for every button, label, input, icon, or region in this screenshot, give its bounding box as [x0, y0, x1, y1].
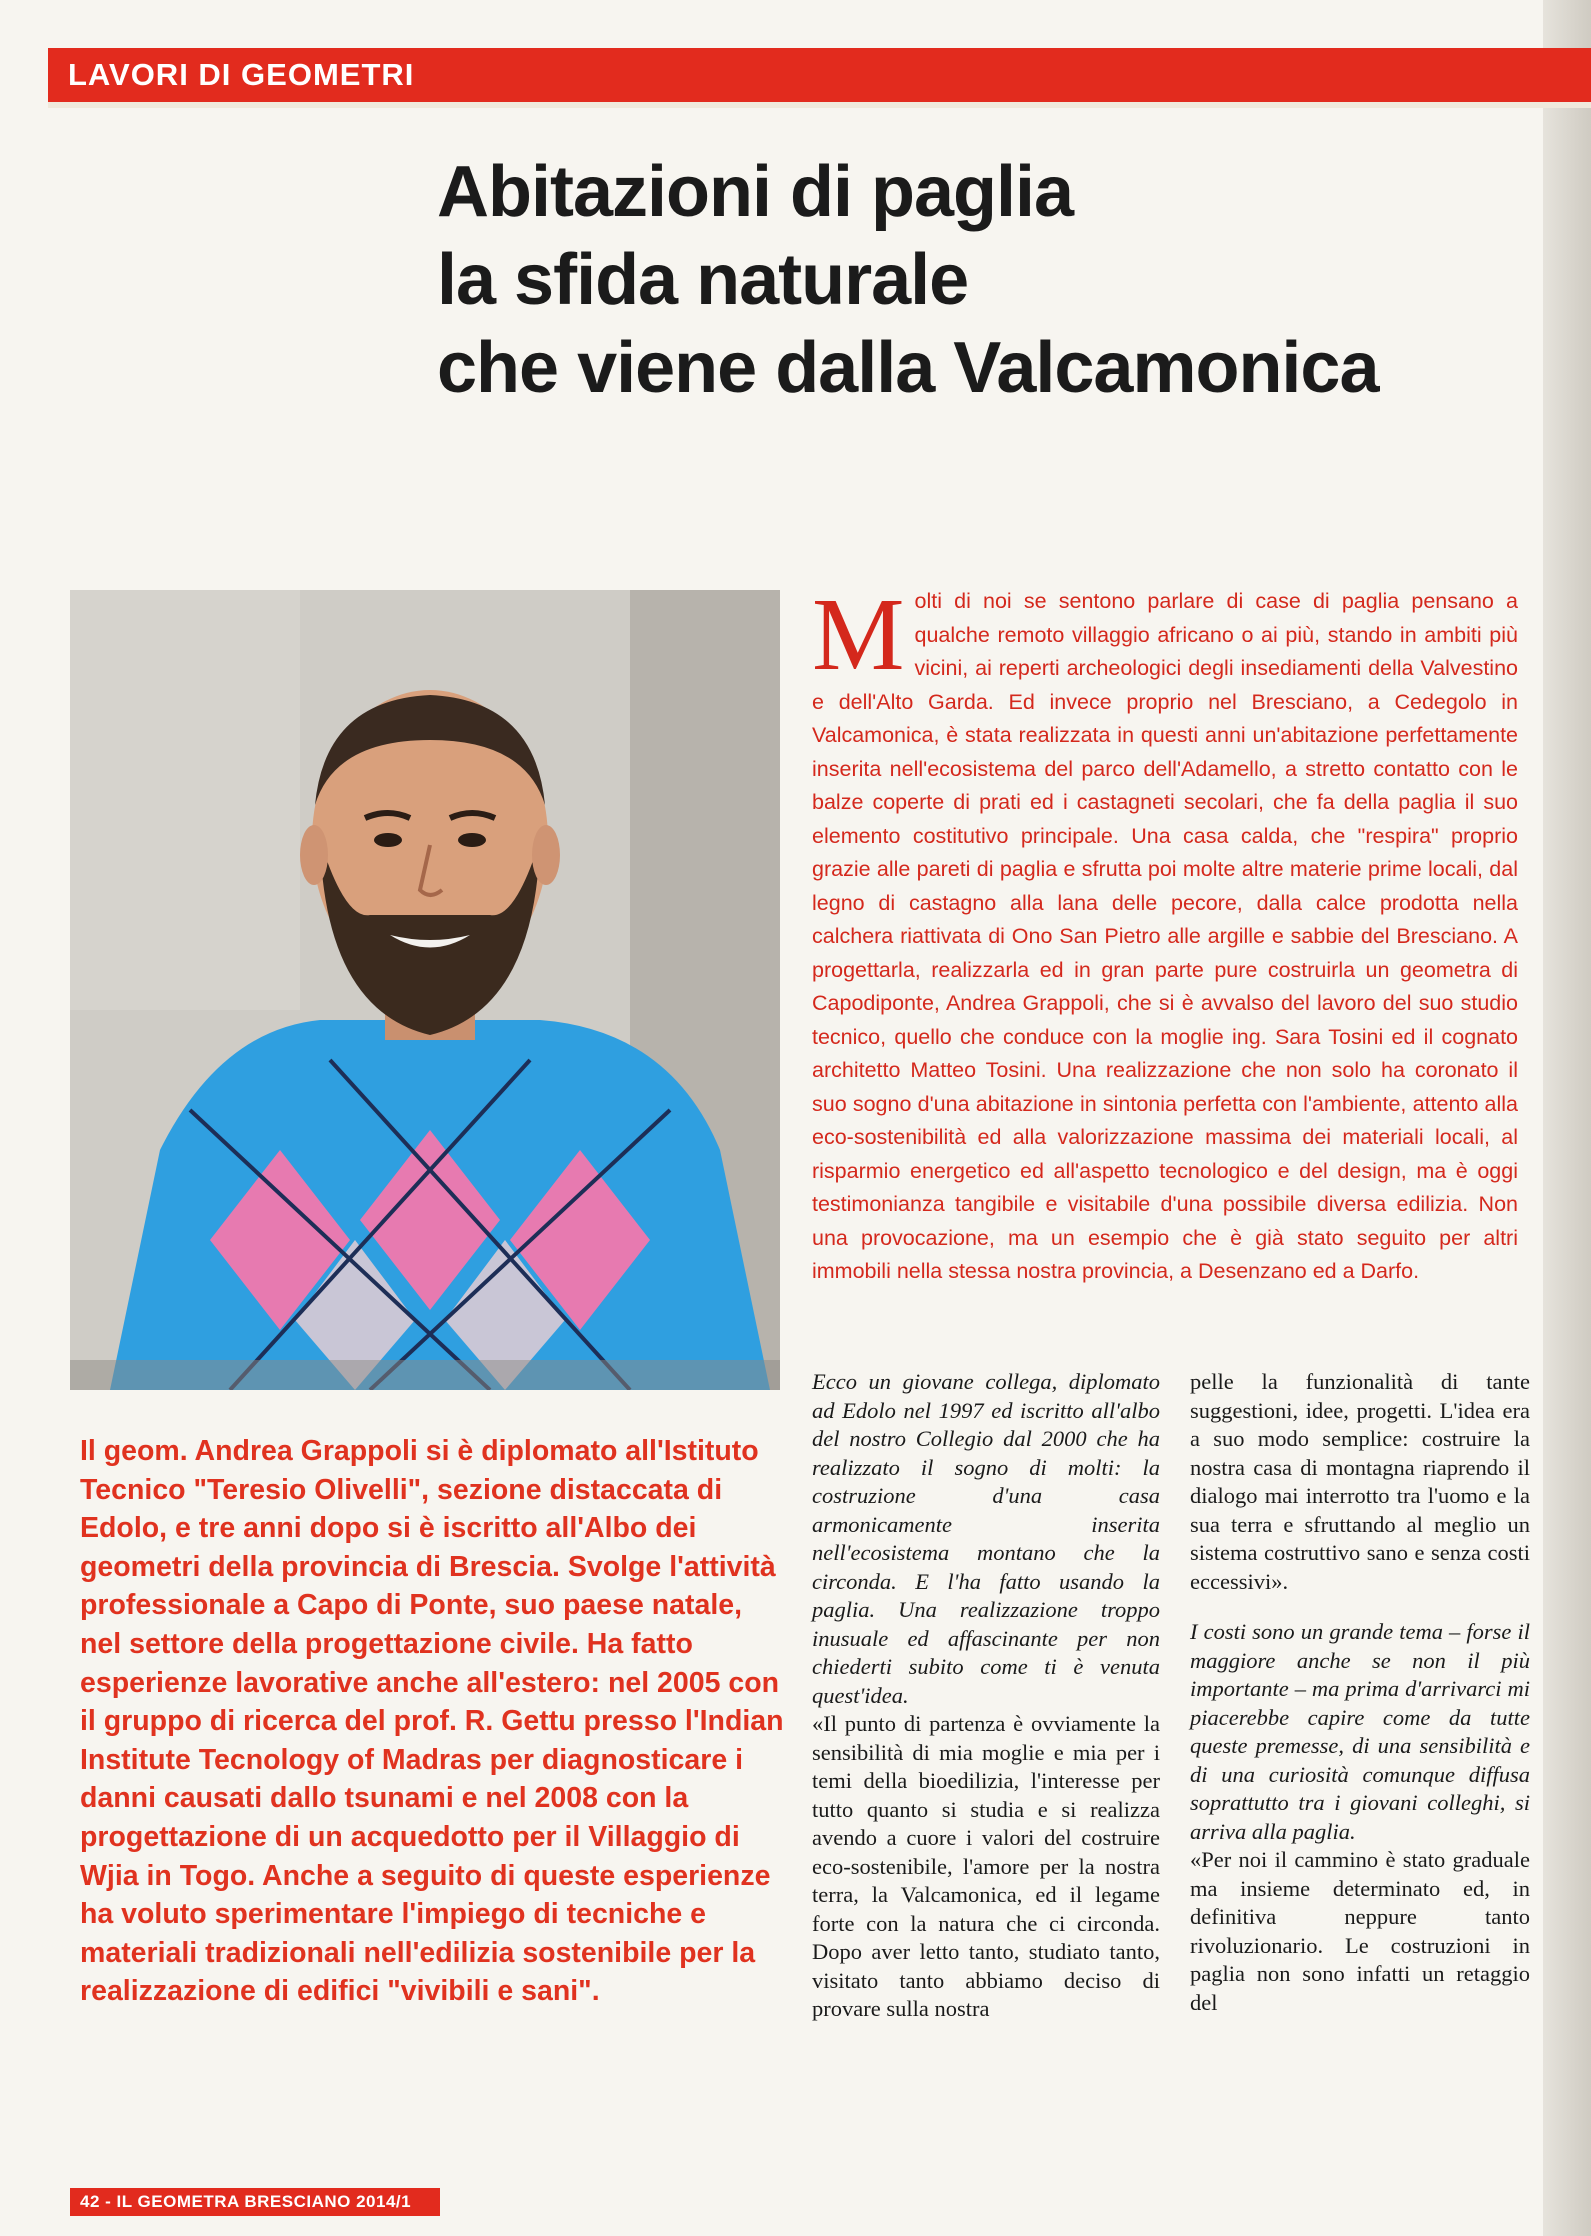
drop-cap: M: [812, 577, 905, 692]
author-bio: Il geom. Andrea Grappoli si è diplomato all'Istituto Tecnico "Teresio Olivelli", sezione distaccata di Edolo, e tre anni dopo si è iscritto all'Albo dei geometri della provincia di Brescia. Svolge l'attività professionale a Capo di Ponte, suo paese natale, nel settore della progettazione civile. Ha fatto esperienze lavorative anche all'estero: nel 2005 con il gruppo di ricerca del prof. R. Gettu presso l'Indian Institute Tecnology of Madras per diagnosticare i danni causati dallo tsunami e nel 2008 con la progettazione di un acquedotto per il Villaggio di Wjia in Togo. Anche a seguito di queste esperienze ha voluto sperimentare l'impiego di tecniche e materiali tradizionali nell'edilizia sostenibile per la realizzazione di edifici "vivibili e sani".: [80, 1435, 784, 2008]
portrait-illustration: [70, 590, 780, 1390]
headline-line-3: che viene dalla Valcamonica: [437, 328, 1379, 408]
intro-text: olti di noi se sentono parlare di case di paglia pensano a qualche remoto villaggio africano o ai più, stando in ambiti più vicini, ai reperti archeologici degli insediamenti della Valvestino e dell'Alto Garda. Ed invece proprio nel Bresciano, a Cedegolo in Valcamonica, è stata realizzata in questi anni un'abitazione perfettamente inserita nell'ecosistema del parco dell'Adamello, a stretto contatto con le balze coperte di prati ed i castagneti secolari, che fa della paglia il suo elemento costitutivo principale. Una casa calda, che "respira" proprio grazie alle pareti di paglia e sfrutta poi molte altre materie prime locali, dal legno di castagno alla lana delle pecore, dalla calce prodotta nella calchera riattivata di Ono San Pietro alle argille e sabbie del Bresciano. A progettarla, realizzarla ed in gran parte pure costruirla un geometra di Capodiponte, Andrea Grappoli, che si è avvalso del lavoro del suo studio tecnico, quello che conduce con la moglie ing. Sara Tosini ed il cognato architetto Matteo Tosini. Una realizzazione che non solo ha coronato il suo sogno d'una abitazione in sintonia perfetta con l'ambiente, attento alla eco-sostenibilità ed alla valorizzazione massima dei materiali locali, al risparmio energetico ed all'aspetto tecnologico e del design, ma è oggi testimonianza tangibile e visitabile d'una possibile diversa edilizia. Non una provocazione, ma un esempio che è già stato seguito per altri immobili nella stessa nostra provincia, a Desenzano ed a Darfo.: [812, 589, 1518, 1283]
article-headline: [437, 148, 1379, 412]
page-edge: [1543, 0, 1591, 2236]
interview-question: Ecco un giovane collega, diplomato ad Edolo nel 1997 ed iscritto all'albo del nostro Collegio dal 2000 che ha realizzato il sogno di molti: la costruzione d'una casa armonicamente inserita nell'ecosistema montano che la circonda. E l'ha fatto usando la paglia. Una realizzazione troppo inusuale ed affascinante per non chiederti subito come ti è venuta quest'idea.: [812, 1369, 1160, 1708]
interview-answer-continued: pelle la funzionalità di tante suggestioni, idee, progetti. L'idea era a suo modo semplice: costruire la nostra casa di montagna riaprendo il dialogo mai interrotto tra l'uomo e la sua terra e sfruttando al meglio un sistema costruttivo sano e senza costi eccessivi».: [1190, 1369, 1530, 1594]
headline-line-2: la sfida naturale: [437, 240, 969, 320]
interview-answer: «Il punto di partenza è ovviamente la sensibilità di mia moglie e mia per i temi della bioedilizia, l'interesse per tutto quanto si studia e si realizza avendo a cuore i valori del costruire eco-sostenibile, l'amore per la nostra terra, la Valcamonica, ed il legame forte con la natura che ci circonda. Dopo aver letto tanto, studiato tanto, visitato tanto abbiamo deciso di provare sulla nostra: [812, 1711, 1160, 2021]
interview-answer: «Per noi il cammino è stato graduale ma insieme determinato ed, in definitiva neppure tanto rivoluzionario. Le costruzioni in paglia non sono infatti un retaggio del: [1190, 1847, 1530, 2015]
intro-paragraph: [812, 577, 1518, 1289]
interview-column-left: [812, 1368, 1160, 2024]
page-footer: 42 - IL GEOMETRA BRESCIANO 2014/1: [80, 2192, 412, 2211]
portrait-photo: [70, 590, 780, 1390]
section-label: LAVORI DI GEOMETRI: [68, 57, 415, 92]
headline-line-1: Abitazioni di paglia: [437, 152, 1074, 232]
interview-column-right: [1190, 1368, 1530, 2017]
interview-question: I costi sono un grande tema – forse il maggiore anche se non il più importante – ma prima d'arrivarci mi piacerebbe capire come da tutte queste premesse, di una sensibilità e di una curiosità comunque diffusa soprattutto tra i giovani colleghi, si arriva alla paglia.: [1190, 1619, 1530, 1844]
